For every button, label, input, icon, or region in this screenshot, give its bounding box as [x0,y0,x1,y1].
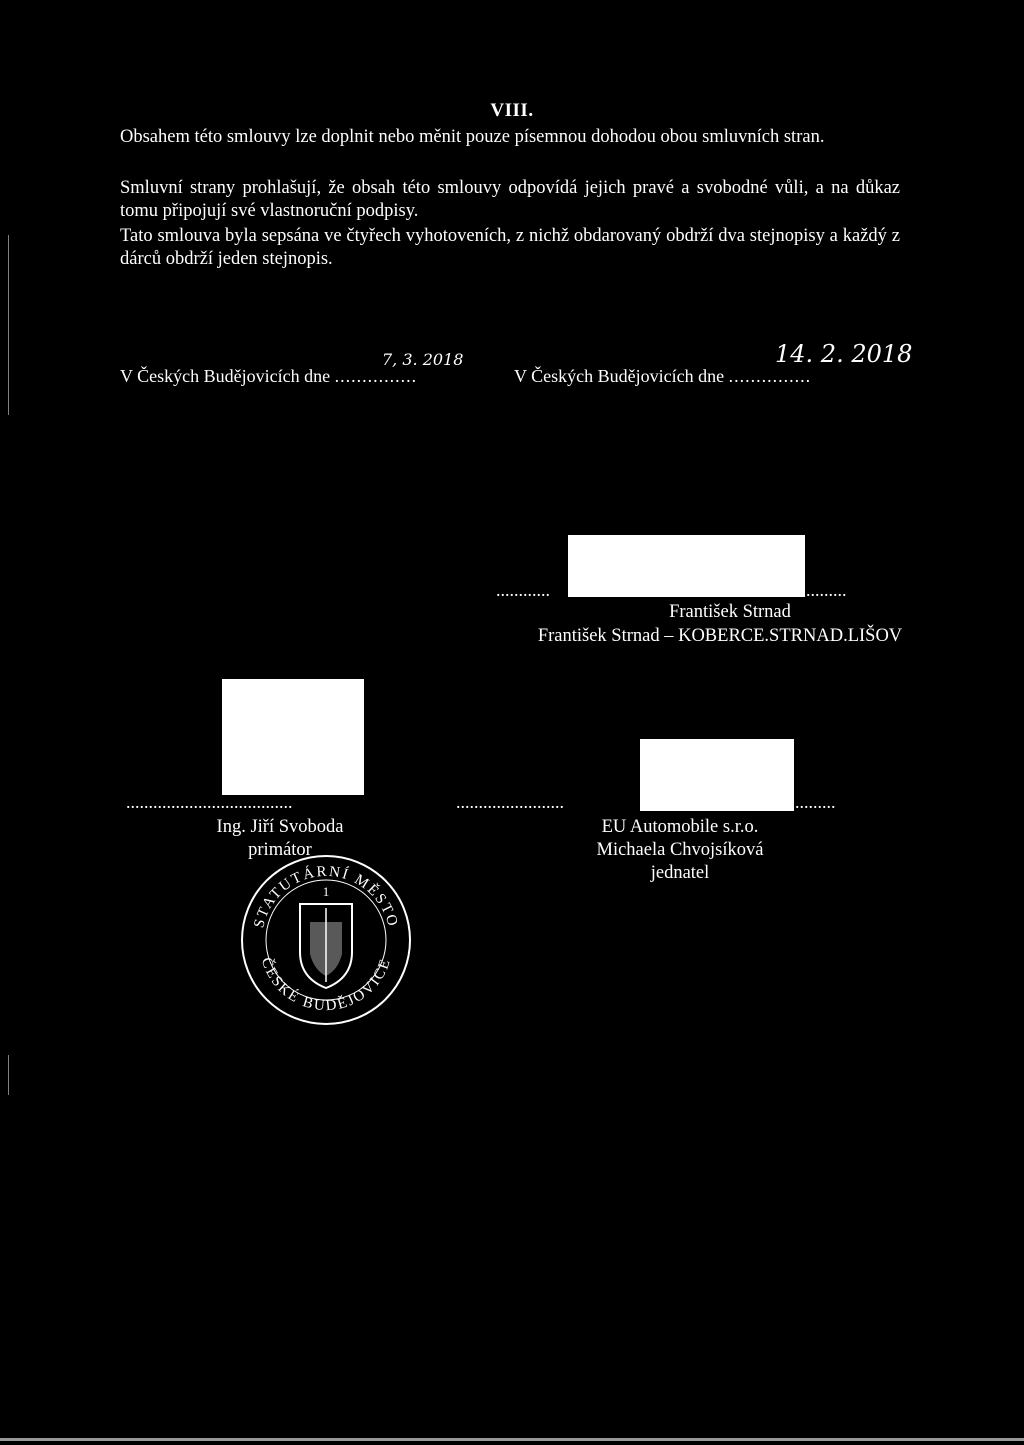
scan-edge-mark [8,235,9,415]
handwritten-date-left: 7, 3. 2018 [382,350,464,369]
stamp-text-top: STATUTÁRNÍ MĚSTO [251,863,401,930]
date-dots-right: ............... [728,366,812,386]
paragraph-declaration: Smluvní strany prohlašují, že obsah této smlouvy odpovídá jejich pravé a svobodné vůli, a na důkaz tomu připojují své vlastnoruční podpisy. [120,178,900,221]
handwritten-date-right: 14. 2. 2018 [775,340,913,368]
date-dots-left: ............... [334,366,418,386]
stamp-text-bottom: ČESKÉ BUDĚJOVICE [257,955,395,1015]
company-signer-role: jednatel [650,863,710,883]
signature-dots-donor-right: ......... [806,580,847,600]
city-signer-role: primátor [248,840,312,860]
stamp-number: 1 [322,884,330,899]
section-heading: VIII. [490,100,534,121]
donor-company: František Strnad – KOBERCE.STRNAD.LIŠOV [537,626,903,646]
date-line-left [120,366,417,387]
company-name: EU Automobile s.r.o. [601,817,759,837]
donor-name: František Strnad [669,602,791,622]
date-label-right: V Českých Budějovicích dne [514,366,725,386]
paragraph-copies: Tato smlouva byla sepsána ve čtyřech vyhotoveních, z nichž obdarovaný obdrží dva stejnopisy a každý z dárců obdrží jeden stejnopis. [120,226,900,269]
redacted-signature-company [640,739,794,811]
redacted-signature-donor [568,535,805,597]
signature-dots-company-right: ......... [795,792,836,812]
official-stamp-seal [238,852,414,1028]
company-signer-name: Michaela Chvojsíková [596,840,764,860]
city-signer-name: Ing. Jiří Svoboda [216,817,344,837]
signature-dots-donor-left: ............ [496,580,550,600]
signature-dots-company-left: ........................ [456,792,564,812]
date-label-left: V Českých Budějovicích dne [120,366,331,386]
scan-bottom-edge [0,1438,1024,1441]
redacted-signature-city [222,679,364,795]
date-line-right [514,366,811,387]
signature-dots-city: ..................................... [126,792,293,812]
scan-edge-mark [8,1055,9,1095]
paragraph-amendments: Obsahem této smlouvy lze doplnit nebo měnit pouze písemnou dohodou obou smluvních stran. [120,127,825,147]
